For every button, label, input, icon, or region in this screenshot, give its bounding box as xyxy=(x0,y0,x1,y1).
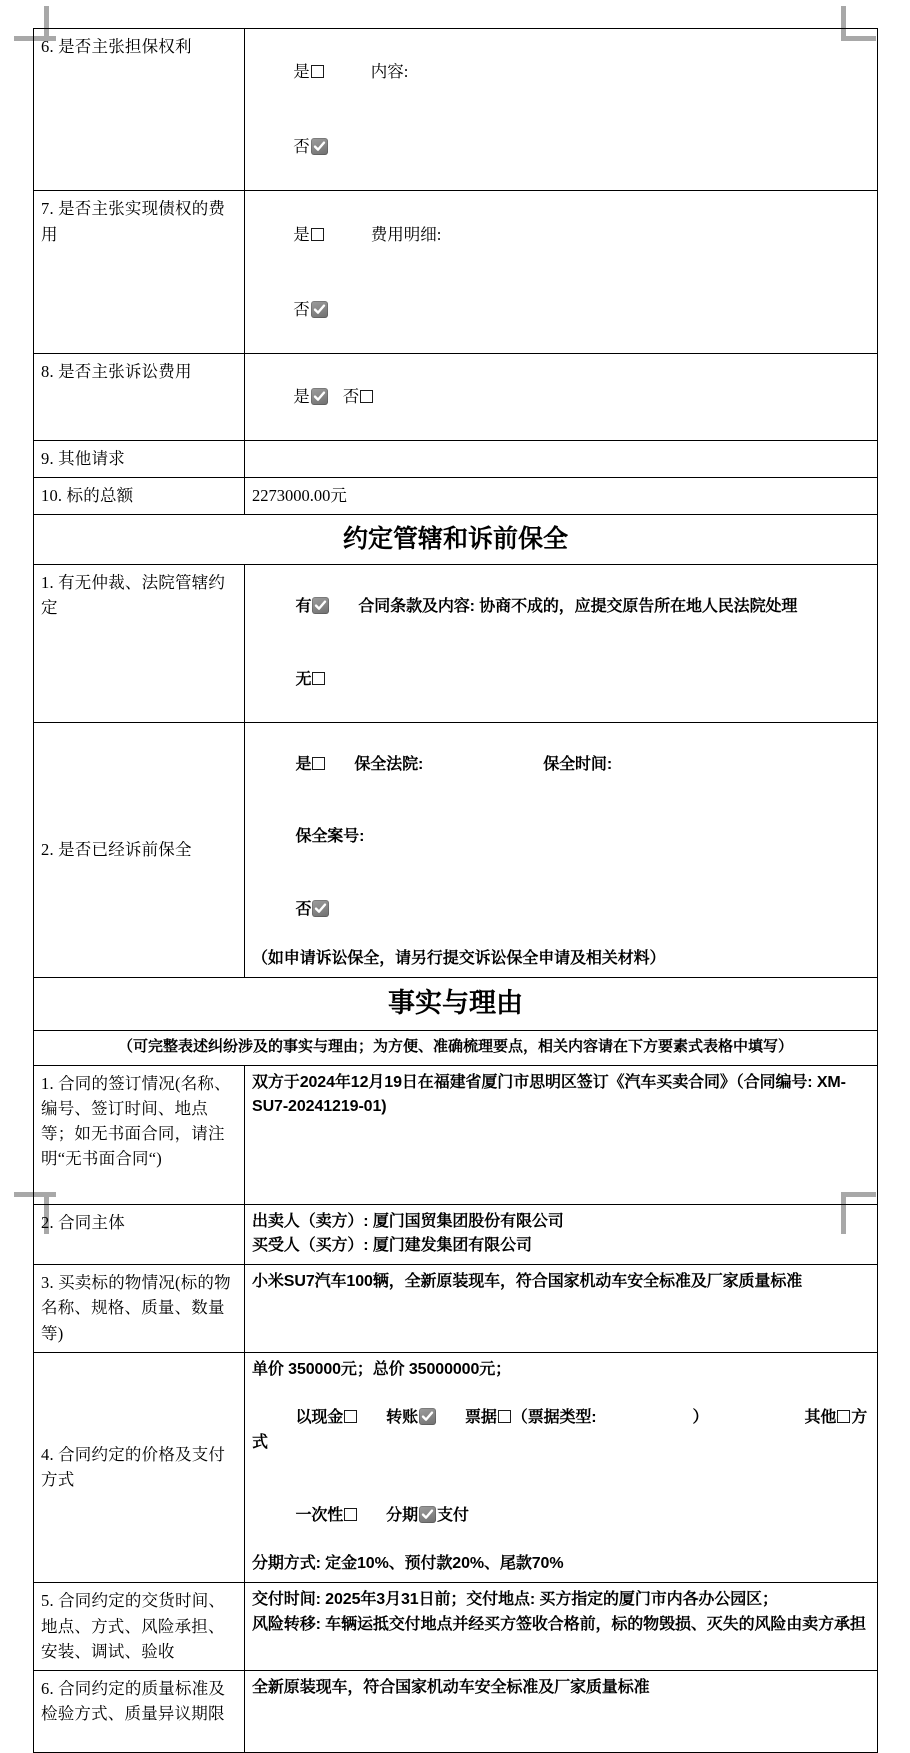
checked-checkbox[interactable] xyxy=(312,597,329,614)
pay-note-label: 票据 xyxy=(464,1409,497,1427)
no-label: 否 xyxy=(293,137,310,157)
pay-note-type-label: （票据类型: xyxy=(511,1409,597,1427)
empty-checkbox[interactable] xyxy=(360,390,373,403)
row-value-contract-parties[interactable] xyxy=(245,1204,878,1265)
pay-cash-label: 以现金 xyxy=(295,1409,344,1427)
row-value-other-claims[interactable] xyxy=(245,441,878,478)
preservation-time-label: 保全时间: xyxy=(543,755,613,773)
pay-other-label: 其他 xyxy=(804,1409,837,1427)
empty-checkbox[interactable] xyxy=(344,1508,357,1521)
yes-label: 是 xyxy=(293,224,310,244)
table-row xyxy=(34,723,878,978)
checked-checkbox[interactable] xyxy=(311,301,328,318)
table-row xyxy=(34,1670,878,1752)
expense-detail-label: 费用明细: xyxy=(370,224,442,244)
row-label-text: 2. 是否已经诉前保全 xyxy=(41,840,192,860)
checked-checkbox[interactable] xyxy=(419,1408,436,1425)
contract-signing-text: 双方于2024年12月19日在福建省厦门市思明区签订《汽车买卖合同》（合同编号: XM-SU7-20241219-01) xyxy=(252,1074,846,1116)
price-line[interactable]: 单价 350000元；总价 35000000元； xyxy=(252,1360,512,1378)
row-label-total-amount: 10. 标的总额 xyxy=(34,478,245,515)
row-value-litigation-fee xyxy=(245,353,878,440)
preservation-remark: （如申请诉讼保全，请另行提交诉讼保全申请及相关材料） xyxy=(252,950,666,968)
table-row xyxy=(34,1204,878,1265)
preservation-case-no-label: 保全案号: xyxy=(295,828,365,846)
table-row xyxy=(34,441,878,478)
row-value-price-and-payment xyxy=(245,1352,878,1583)
installment-detail-line[interactable]: 分期方式: 定金10%、预付款20%、尾款70% xyxy=(252,1555,564,1573)
checked-checkbox[interactable] xyxy=(419,1506,436,1523)
checked-checkbox[interactable] xyxy=(311,138,328,155)
none-label: 无 xyxy=(295,670,312,688)
delivery-time-place-line: 交付时间: 2025年3月31日前；交付地点: 买方指定的厦门市内各办公园区； xyxy=(252,1591,778,1609)
pay-once-label: 一次性 xyxy=(295,1506,344,1524)
empty-checkbox[interactable] xyxy=(837,1410,850,1423)
row-value-pre-litigation-preservation xyxy=(245,723,878,978)
pay-other-suffix: 方式 xyxy=(252,1409,868,1451)
facts-section-note: （可完整表述纠纷涉及的事实与理由；为方便、准确梳理要点，相关内容请在下方要素式表格中填写） xyxy=(34,1031,878,1066)
pay-installment-label: 分期 xyxy=(386,1506,418,1524)
row-label-subject-matter: 3. 买卖标的物情况(标的物名称、规格、质量、数量等) xyxy=(34,1265,245,1352)
empty-checkbox[interactable] xyxy=(344,1410,357,1423)
empty-checkbox[interactable] xyxy=(312,757,325,770)
table-row xyxy=(34,978,878,1031)
row-label-contract-signing: 1. 合同的签订情况(名称、编号、签订时间、地点等；如无书面合同，请注明“无书面合同“) xyxy=(34,1066,245,1205)
clause-value[interactable]: 协商不成的，应提交原告所在地人民法院处理 xyxy=(479,597,798,615)
pay-note-close: ） xyxy=(692,1409,709,1427)
table-row xyxy=(34,1066,878,1205)
clause-label: 合同条款及内容: xyxy=(358,597,475,615)
preservation-court-label: 保全法院: xyxy=(354,755,424,773)
table-row xyxy=(34,191,878,353)
content-label: 内容: xyxy=(370,62,409,82)
table-row xyxy=(34,1352,878,1583)
row-label-text: 4. 合同约定的价格及支付方式 xyxy=(41,1444,226,1490)
risk-transfer-line: 风险转移: 车辆运抵交付地点并经买方签收合格前，标的物毁损、灭失的风险由卖方承担 xyxy=(252,1615,866,1633)
have-label: 有 xyxy=(295,597,312,615)
table-row xyxy=(34,565,878,723)
row-label-arbitration-agreement: 1. 有无仲裁、法院管辖约定 xyxy=(34,565,245,723)
row-label-guarantee-right: 6. 是否主张担保权利 xyxy=(34,29,245,191)
checked-checkbox[interactable] xyxy=(311,388,328,405)
row-label-quality-standard: 6. 合同约定的质量标准及检验方式、质量异议期限 xyxy=(34,1670,245,1752)
row-value-guarantee-right xyxy=(245,29,878,191)
table-row xyxy=(34,1265,878,1352)
table-row xyxy=(34,478,878,515)
pay-suffix-label: 支付 xyxy=(436,1506,469,1524)
subject-matter-text: 小米SU7汽车100辆，全新原装现车，符合国家机动车安全标准及厂家质量标准 xyxy=(252,1273,803,1291)
empty-checkbox[interactable] xyxy=(311,65,324,78)
empty-checkbox[interactable] xyxy=(498,1410,511,1423)
no-label: 否 xyxy=(293,299,310,319)
buyer-line: 买受人（买方）: 厦门建发集团有限公司 xyxy=(252,1237,532,1255)
yes-label: 是 xyxy=(293,387,310,407)
row-value-contract-signing[interactable] xyxy=(245,1066,878,1205)
table-row xyxy=(34,515,878,565)
row-label-claim-expenses: 7. 是否主张实现债权的费用 xyxy=(34,191,245,353)
table-row xyxy=(34,353,878,440)
document-sheet xyxy=(33,28,877,1753)
row-label-other-claims: 9. 其他请求 xyxy=(34,441,245,478)
row-value-quality-standard[interactable] xyxy=(245,1670,878,1752)
row-label-pre-litigation-preservation xyxy=(34,723,245,978)
checked-checkbox[interactable] xyxy=(312,900,329,917)
table-row xyxy=(34,1031,878,1066)
row-value-total-amount[interactable]: 2273000.00元 xyxy=(245,478,878,515)
row-label-price-and-payment xyxy=(34,1352,245,1583)
row-label-delivery-terms: 5. 合同约定的交货时间、地点、方式、风险承担、安装、调试、验收 xyxy=(34,1583,245,1670)
empty-checkbox[interactable] xyxy=(311,228,324,241)
row-label-litigation-fee: 8. 是否主张诉讼费用 xyxy=(34,353,245,440)
seller-line: 出卖人（卖方）: 厦门国贸集团股份有限公司 xyxy=(252,1212,564,1230)
yes-label: 是 xyxy=(295,755,312,773)
claim-form-table xyxy=(33,28,878,1753)
no-label: 否 xyxy=(342,387,360,407)
section-heading-jurisdiction: 约定管辖和诉前保全 xyxy=(34,515,878,565)
row-value-delivery-terms[interactable] xyxy=(245,1583,878,1670)
pay-transfer-label: 转账 xyxy=(386,1409,418,1427)
empty-checkbox[interactable] xyxy=(312,672,325,685)
row-value-arbitration-agreement xyxy=(245,565,878,723)
row-label-contract-parties: 2. 合同主体 xyxy=(34,1204,245,1265)
quality-standard-text: 全新原装现车，符合国家机动车安全标准及厂家质量标准 xyxy=(252,1678,650,1696)
no-label: 否 xyxy=(295,901,312,919)
section-heading-facts-and-reasons: 事实与理由 xyxy=(34,978,878,1031)
table-row xyxy=(34,1583,878,1670)
yes-label: 是 xyxy=(293,62,310,82)
row-value-claim-expenses xyxy=(245,191,878,353)
table-row xyxy=(34,29,878,191)
row-value-subject-matter[interactable] xyxy=(245,1265,878,1352)
